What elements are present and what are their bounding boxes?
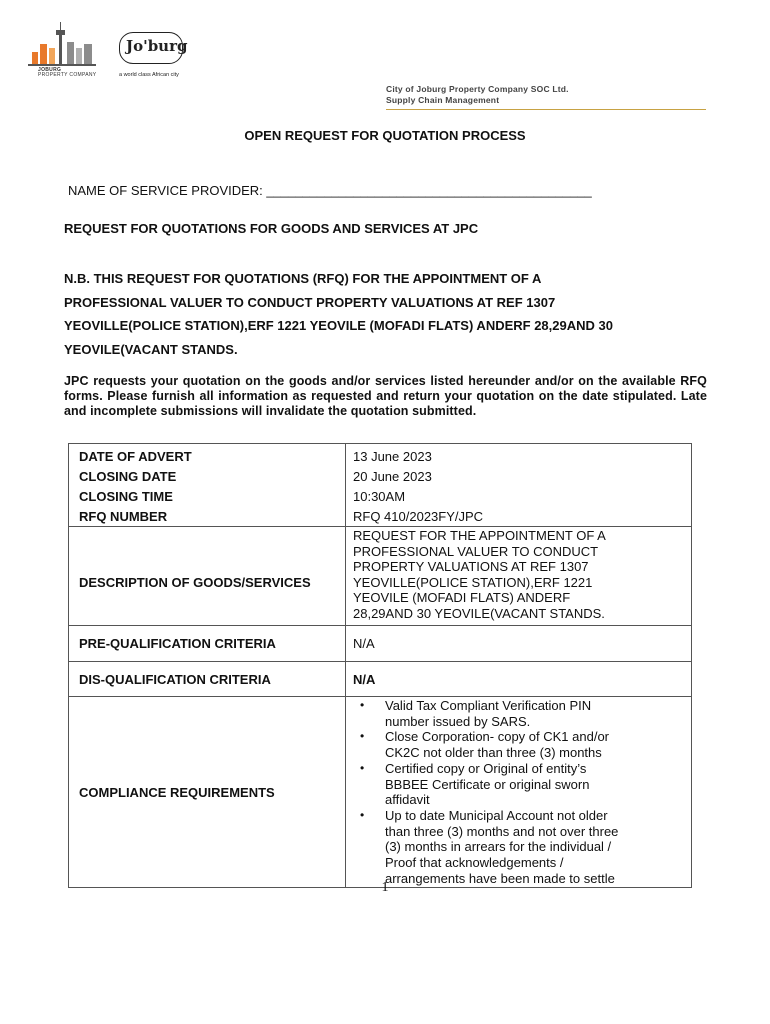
table-row <box>69 506 692 527</box>
description-line: YEOVILLE(POLICE STATION),ERF 1221 <box>353 574 593 590</box>
joburg-logo <box>117 28 207 80</box>
closing-date-value: 20 June 2023 <box>346 466 692 486</box>
jpc-skyline-icon <box>28 22 100 68</box>
rfq-heading: REQUEST FOR QUOTATIONS FOR GOODS AND SERVICES AT JPC <box>64 221 479 236</box>
table-row <box>69 466 692 486</box>
rfq-details-table <box>68 443 692 888</box>
list-item: • Close Corporation- copy of CK1 and/or CK2C not older than three (3) months <box>346 729 685 760</box>
rfq-number-value: RFQ 410/2023FY/JPC <box>346 506 692 527</box>
description-line: PROPERTY VALUATIONS AT REF 1307 <box>353 559 589 574</box>
list-item: • Valid Tax Compliant Verification PIN number issued by SARS. <box>346 698 685 729</box>
list-item: • Certified copy or Original of entity’s BBBEE Certificate or original sworn affidavit <box>346 761 685 808</box>
table-row <box>69 444 692 467</box>
service-provider-field: NAME OF SERVICE PROVIDER: _____________________________________________ <box>68 183 592 198</box>
description-line: REQUEST FOR THE APPOINTMENT OF A <box>353 528 606 543</box>
rfq-number-label: RFQ NUMBER <box>69 506 346 527</box>
department-name: Supply Chain Management <box>386 95 500 105</box>
company-header <box>386 84 569 106</box>
nb-line: N.B. THIS REQUEST FOR QUOTATIONS (RFQ) FOR THE APPOINTMENT OF A <box>64 271 542 286</box>
description-value <box>346 527 692 626</box>
table-row <box>69 662 692 697</box>
jpc-logo-text: JOBURG PROPERTY COMPANY <box>38 67 97 78</box>
table-row <box>69 697 692 888</box>
closing-time-value: 10:30AM <box>346 486 692 506</box>
table-row <box>69 626 692 662</box>
closing-time-label: CLOSING TIME <box>69 486 346 506</box>
dis-qualification-label: DIS-QUALIFICATION CRITERIA <box>69 662 346 697</box>
pre-qualification-value: N/A <box>346 626 692 662</box>
description-line: PROFESSIONAL VALUER TO CONDUCT <box>353 543 599 559</box>
pre-qualification-label: PRE-QUALIFICATION CRITERIA <box>69 626 346 662</box>
date-of-advert-value: 13 June 2023 <box>346 444 692 467</box>
compliance-value <box>346 697 692 888</box>
nb-line: YEOVILE(VACANT STANDS. <box>64 341 238 357</box>
compliance-list <box>346 698 685 886</box>
nb-line: PROFESSIONAL VALUER TO CONDUCT PROPERTY VALUATIONS AT REF 1307 <box>64 294 556 310</box>
compliance-label: COMPLIANCE REQUIREMENTS <box>69 697 346 888</box>
list-item: • Up to date Municipal Account not older than three (3) months and not over three (3) months in arrears for the individual / Proof that acknowledgements / arrangements have been made to settle <box>346 808 685 887</box>
intro-paragraph: JPC requests your quotation on the goods and/or services listed hereunder and/or on the available RFQ forms. Please furnish all information as requested and return your quotation on the date stipulated. Late and incomplete submissions will invalidate the quotation submitted. <box>64 374 707 418</box>
closing-date-label: CLOSING DATE <box>69 466 346 486</box>
dis-qualification-value: N/A <box>346 662 692 697</box>
nb-line: YEOVILLE(POLICE STATION),ERF 1221 YEOVILE (MOFADI FLATS) ANDERF 28,29AND 30 <box>64 318 613 333</box>
page-number: 1 <box>381 880 389 895</box>
description-line: YEOVILE (MOFADI FLATS) ANDERF <box>353 590 571 605</box>
table-row <box>69 486 692 506</box>
joburg-tagline: a world class African city <box>119 72 179 78</box>
joburg-logo-word: Jo'burg <box>126 37 188 55</box>
company-name: City of Joburg Property Company SOC Ltd. <box>386 84 569 94</box>
date-of-advert-label: DATE OF ADVERT <box>69 444 346 467</box>
table-row <box>69 527 692 626</box>
document-title: OPEN REQUEST FOR QUOTATION PROCESS <box>244 128 526 143</box>
jpc-logo <box>28 22 100 78</box>
description-line: 28,29AND 30 YEOVILE(VACANT STANDS. <box>353 605 605 621</box>
description-label: DESCRIPTION OF GOODS/SERVICES <box>69 527 346 626</box>
header-divider <box>386 109 706 110</box>
nb-notice <box>64 267 724 361</box>
